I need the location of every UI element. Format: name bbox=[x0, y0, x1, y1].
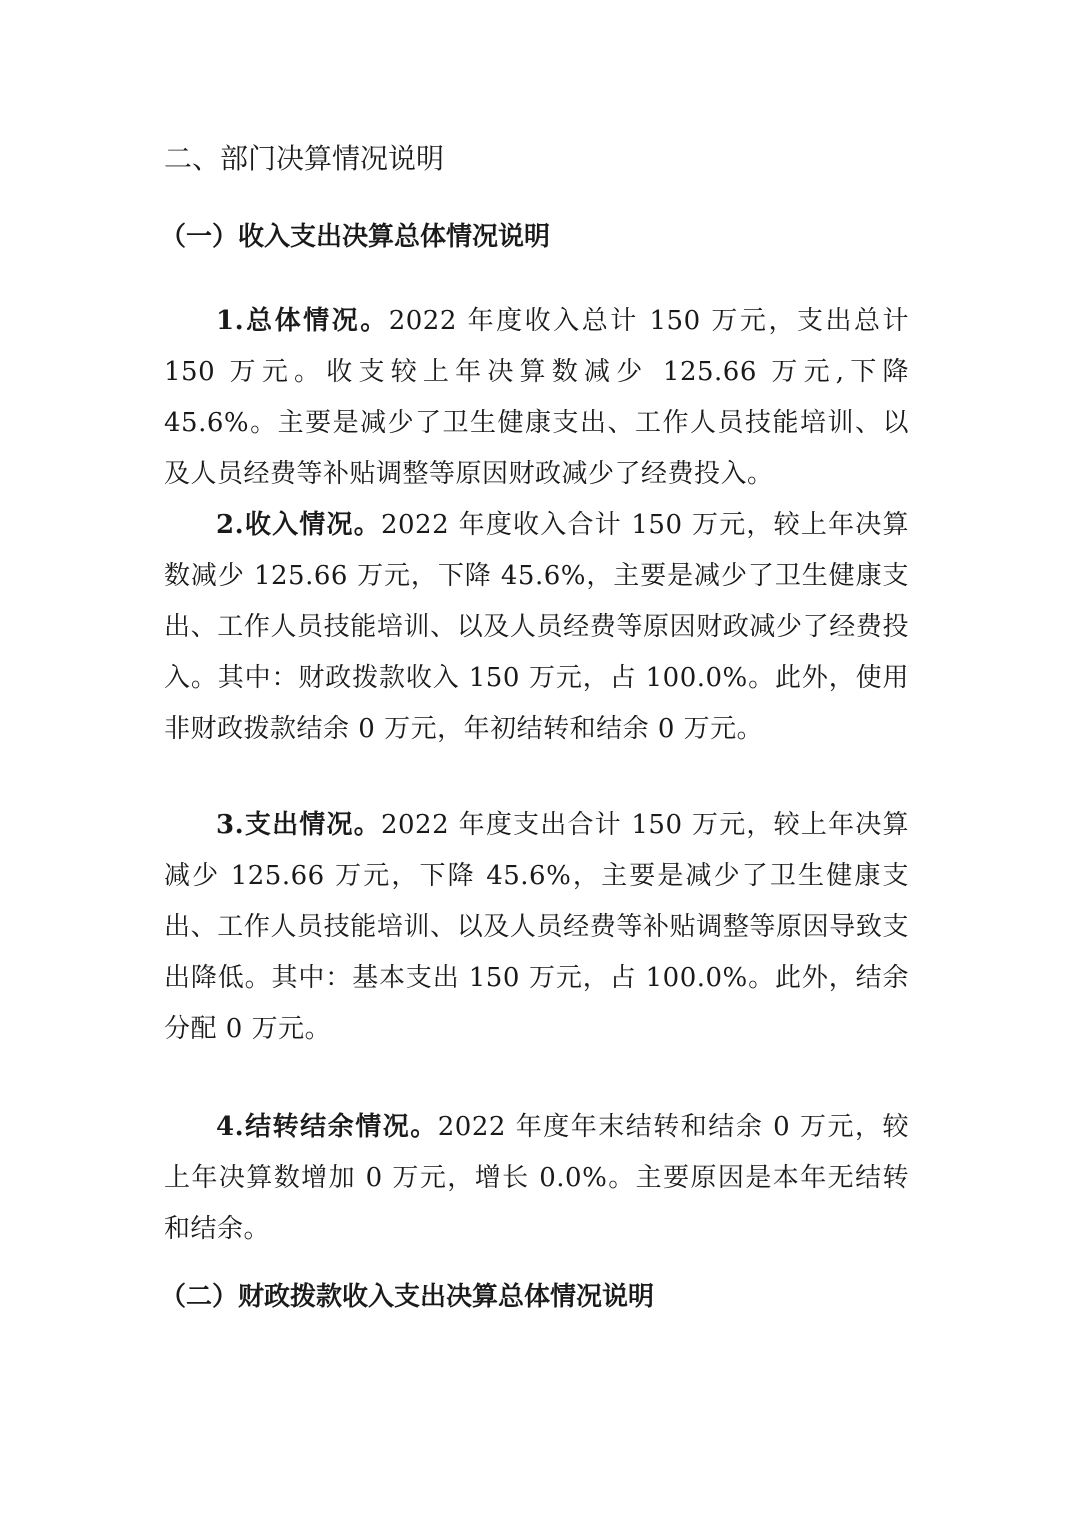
paragraph-balance bbox=[164, 1102, 909, 1255]
subsection-title-income-expenditure: （一）收入支出决算总体情况说明 bbox=[160, 222, 551, 252]
paragraph-text-overall: 2022 年度收入总计 150 万元，支出总计 150 万元。收支较上年决算数减少 125.66 万元,下降 45.6%。主要是减少了卫生健康支出、工作人员技能培训、以及人员经费等补贴调整等原因财政减少了经费投入。 bbox=[164, 306, 909, 489]
paragraph-text-expenditure: 2022 年度支出合计 150 万元，较上年决算减少 125.66 万元，下降 45.6%，主要是减少了卫生健康支出、工作人员技能培训、以及人员经费等补贴调整等原因导致支出降低。其中：基本支出 150 万元，占 100.0%。此外，结余分配 0 万元。 bbox=[164, 810, 909, 1044]
paragraph-expenditure bbox=[164, 800, 909, 1055]
section-title: 二、部门决算情况说明 bbox=[164, 142, 445, 175]
paragraph-overall bbox=[164, 296, 909, 500]
paragraph-lead-overall: 1.总体情况。 bbox=[216, 306, 389, 336]
paragraph-text-income: 2022 年度收入合计 150 万元，较上年决算数减少 125.66 万元，下降 45.6%，主要是减少了卫生健康支出、工作人员技能培训、以及人员经费等原因财政减少了经费投入。其中：财政拨款收入 150 万元，占 100.0%。此外，使用非财政拨款结余 0 万元，年初结转和结余 0 万元。 bbox=[164, 510, 909, 744]
paragraph-income bbox=[164, 500, 909, 755]
paragraph-lead-balance: 4.结转结余情况。 bbox=[216, 1112, 438, 1142]
paragraph-text-balance: 2022 年度年末结转和结余 0 万元，较上年决算数增加 0 万元，增长 0.0%。主要原因是本年无结转和结余。 bbox=[164, 1112, 909, 1244]
paragraph-lead-expenditure: 3.支出情况。 bbox=[216, 810, 381, 840]
paragraph-lead-income: 2.收入情况。 bbox=[216, 510, 381, 540]
subsection-title-fiscal-appropriation: （二）财政拨款收入支出决算总体情况说明 bbox=[160, 1282, 655, 1312]
